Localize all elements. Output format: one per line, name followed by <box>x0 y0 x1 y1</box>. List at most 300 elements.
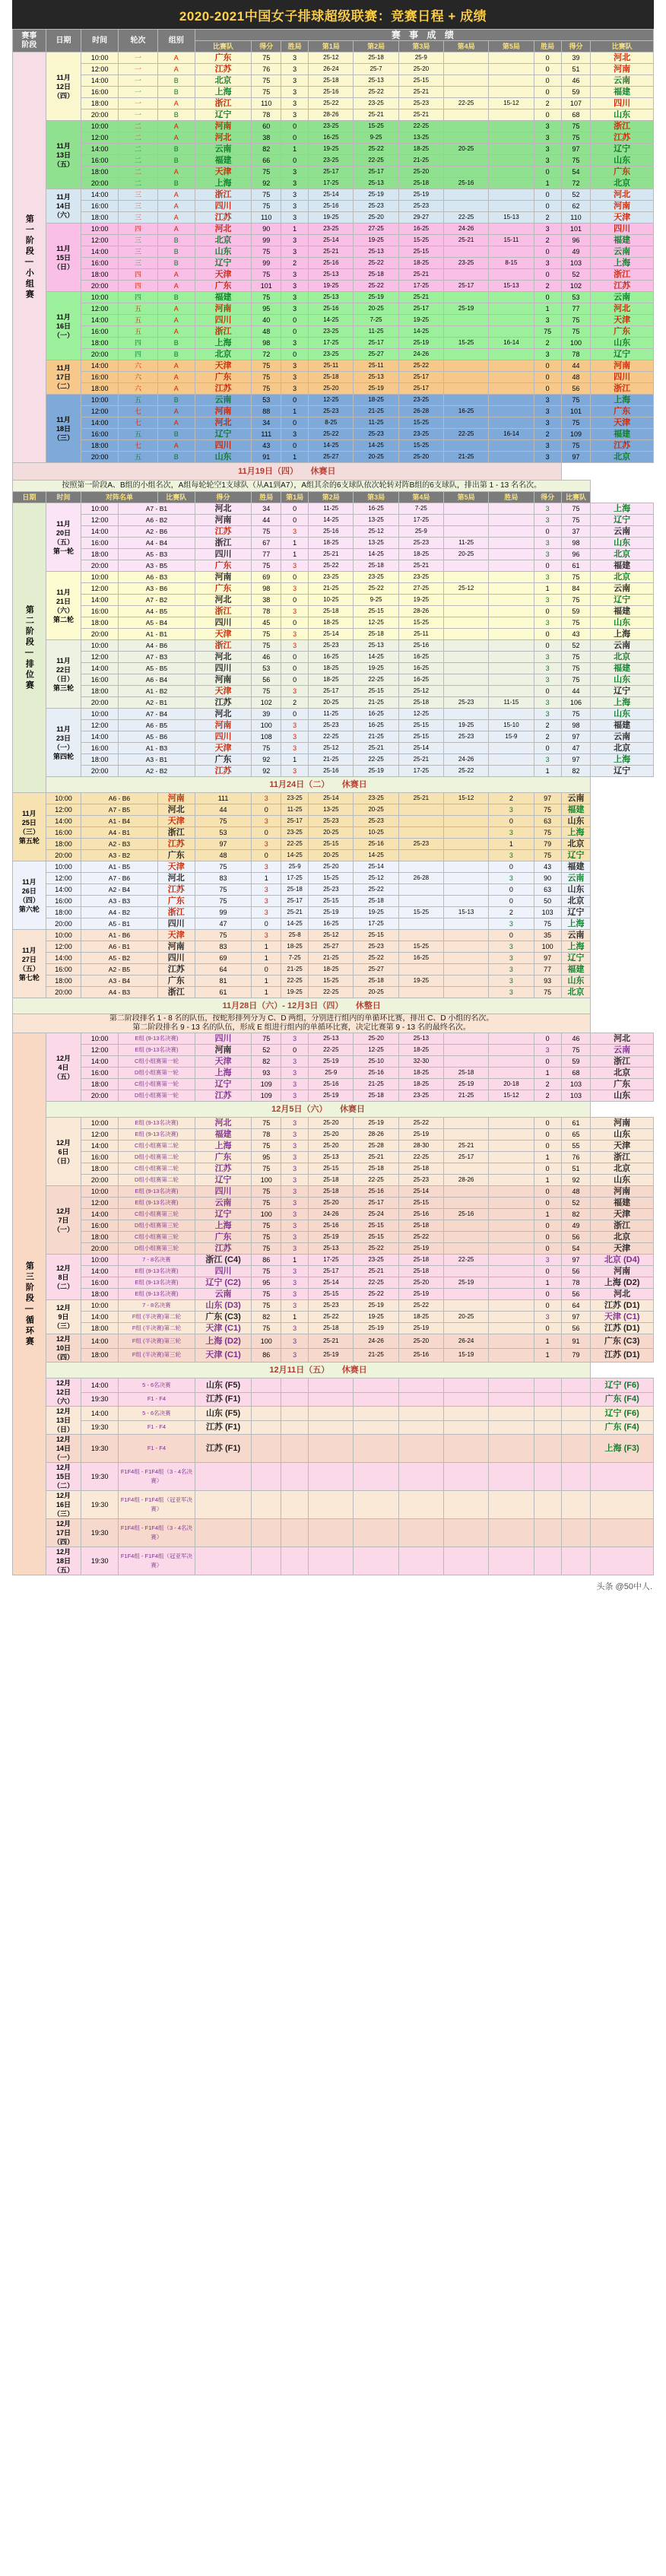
points-a: 97 <box>195 839 252 850</box>
team-b: 辽宁 <box>561 850 591 861</box>
set-5: 15-12 <box>489 1090 534 1102</box>
rest-day-label-2: 11月24日（二） 休赛日 <box>46 777 591 793</box>
set-5 <box>489 674 534 686</box>
round-cell: 三 <box>119 246 158 258</box>
lineup-cell: E组 (9-13名决赛) <box>119 1129 195 1140</box>
points-b: 39 <box>561 52 591 64</box>
set-3: 25-15 <box>398 731 443 743</box>
sets-a <box>281 1463 309 1491</box>
set-4 <box>444 109 489 121</box>
set-3: 25-17 <box>398 372 443 383</box>
set-1: 25-14 <box>309 235 354 246</box>
time-cell: 16:00 <box>81 1220 119 1232</box>
points-b: 91 <box>561 1334 591 1349</box>
set-5 <box>444 941 489 953</box>
sets-a: 3 <box>281 360 309 372</box>
team-b: 河北 <box>591 303 654 315</box>
set-3: 19-25 <box>398 595 443 606</box>
table-row <box>13 549 654 560</box>
team-a: 河南 <box>195 674 252 686</box>
sets-b: 3 <box>534 417 561 429</box>
set-1 <box>309 1392 354 1407</box>
sets-b: 0 <box>534 1163 561 1175</box>
set-1 <box>309 1378 354 1393</box>
points-a: 75 <box>252 52 281 64</box>
set-3: 20-25 <box>354 804 398 816</box>
lineup-cell: A7 - B6 <box>81 873 158 884</box>
col-set3: 第3局 <box>398 41 443 52</box>
lineup-cell: C组小组赛第二轮 <box>119 1140 195 1152</box>
set-1: 25-20 <box>309 1129 354 1140</box>
sets-a: 3 <box>281 212 309 224</box>
team-b: 福建 <box>591 606 654 617</box>
set-3: 15-25 <box>398 235 443 246</box>
team-a: 河南 <box>195 1045 252 1056</box>
set-4 <box>398 964 443 976</box>
set-2: 21-25 <box>354 1348 398 1363</box>
set-3: 20-25 <box>354 987 398 998</box>
sets-a: 3 <box>281 1334 309 1349</box>
lineup-cell: E组 (9-13名决赛) <box>119 1033 195 1045</box>
sets-b: 0 <box>534 52 561 64</box>
set-4 <box>444 515 489 526</box>
team-a: 河南 <box>157 941 195 953</box>
points-a: 93 <box>252 1068 281 1079</box>
set-3: 25-19 <box>398 1243 443 1255</box>
set-4: 26-28 <box>398 873 443 884</box>
date-cell: 12月 6日 （日） <box>46 1118 81 1186</box>
time-cell: 10:00 <box>81 121 119 132</box>
team-b: 河南 <box>591 1266 654 1277</box>
team-a: 上海 <box>195 1140 252 1152</box>
set-2: 13-25 <box>354 538 398 549</box>
team-b: 辽宁 (F6) <box>591 1378 654 1393</box>
sets-a: 3 <box>281 87 309 98</box>
team-a: 广东 <box>195 754 252 766</box>
set-2: 9-25 <box>354 132 398 144</box>
points-b: 75 <box>561 326 591 338</box>
sets-a: 0 <box>252 850 281 861</box>
set-3: 25-21 <box>398 87 443 98</box>
set-1: 23-25 <box>281 793 309 804</box>
set-3: 25-22 <box>398 1118 443 1129</box>
set-4: 25-16 <box>444 1209 489 1220</box>
points-a: 75 <box>252 1323 281 1334</box>
set-1: 25-22 <box>309 1312 354 1323</box>
table-row <box>13 964 654 976</box>
team-b: 云南 <box>591 75 654 87</box>
team-b: 福建 <box>561 964 591 976</box>
table-row <box>13 224 654 235</box>
team-a: 浙江 <box>195 538 252 549</box>
col-sets-b: 胜局 <box>534 41 561 52</box>
points-b: 51 <box>561 64 591 75</box>
set-2: 25-18 <box>354 1090 398 1102</box>
set-1: 22-25 <box>281 839 309 850</box>
set-3: 25-14 <box>398 1186 443 1198</box>
set-3: 25-21 <box>398 560 443 572</box>
set-3: 25-14 <box>354 861 398 873</box>
set-4 <box>444 606 489 617</box>
sets-a: 3 <box>281 1198 309 1209</box>
lineup-cell: F1 - F4 <box>119 1420 195 1435</box>
set-4: 25-17 <box>444 1152 489 1163</box>
set-2: 21-25 <box>354 1079 398 1090</box>
set-1: 25-21 <box>309 1334 354 1349</box>
set-3: 18-25 <box>398 549 443 560</box>
sets-a: 0 <box>281 709 309 720</box>
team-a <box>195 1547 252 1575</box>
set-1: 25-19 <box>309 1056 354 1068</box>
set-2: 25-14 <box>309 793 354 804</box>
set-4 <box>444 132 489 144</box>
col-points-b: 得分 <box>561 41 591 52</box>
points-a: 47 <box>195 918 252 930</box>
set-4 <box>444 572 489 583</box>
set-1: 25-23 <box>309 406 354 417</box>
team-a: 河北 <box>195 224 252 235</box>
set-3: 17-25 <box>354 918 398 930</box>
set-3: 25-27 <box>354 964 398 976</box>
set-1: 25-12 <box>309 743 354 754</box>
set-5: 20-18 <box>489 1079 534 1090</box>
set-4: 25-21 <box>398 793 443 804</box>
points-a: 64 <box>195 964 252 976</box>
set-2: 25-27 <box>309 941 354 953</box>
sets-a: 3 <box>281 560 309 572</box>
team-b: 北京 (D4) <box>591 1255 654 1266</box>
time-cell: 10:00 <box>81 503 119 515</box>
set-2: 25-21 <box>354 1152 398 1163</box>
sets-b: 3 <box>534 709 561 720</box>
team-a: 河南 <box>157 793 195 804</box>
team-a: 广东 <box>195 1152 252 1163</box>
team-b: 云南 <box>591 246 654 258</box>
team-a: 广东 (C3) <box>195 1312 252 1323</box>
points-b: 109 <box>561 429 591 440</box>
table-row <box>13 1232 654 1243</box>
round-cell: 七 <box>119 417 158 429</box>
set-4: 25-17 <box>444 281 489 292</box>
set-1: 25-17 <box>309 686 354 697</box>
points-b: 53 <box>561 292 591 303</box>
points-a: 77 <box>252 549 281 560</box>
team-a: 上海 <box>195 1068 252 1079</box>
sets-a <box>281 1392 309 1407</box>
table-row <box>13 873 654 884</box>
set-3: 25-19 <box>398 189 443 201</box>
sets-b: 0 <box>534 1232 561 1243</box>
lineup-cell: A5 - B1 <box>81 918 158 930</box>
team-b: 广东 <box>591 1079 654 1090</box>
lineup-cell: E组 (9-13名决赛) <box>119 1277 195 1289</box>
table-row <box>13 884 654 896</box>
set-4 <box>398 896 443 907</box>
team-b: 辽宁 <box>561 907 591 918</box>
team-a: 福建 <box>195 292 252 303</box>
sets-a: 0 <box>281 395 309 406</box>
set-2: 25-15 <box>309 896 354 907</box>
sets-b: 2 <box>534 281 561 292</box>
time-cell: 14:00 <box>81 1266 119 1277</box>
team-a: 四川 <box>195 201 252 212</box>
set-4 <box>444 1118 489 1129</box>
set-3: 25-19 <box>398 338 443 349</box>
points-b <box>561 1420 591 1435</box>
set-2: 18-25 <box>354 395 398 406</box>
sets-a <box>281 1420 309 1435</box>
table-row <box>13 338 654 349</box>
sets-a: 3 <box>281 1090 309 1102</box>
time-cell: 16:00 <box>46 827 81 839</box>
team-b: 山东 <box>591 538 654 549</box>
points-a: 75 <box>252 743 281 754</box>
set-2: 15-25 <box>309 873 354 884</box>
round-cell: 二 <box>119 155 158 167</box>
team-b: 辽宁 (F6) <box>591 1407 654 1421</box>
set-1: 23-25 <box>309 349 354 360</box>
lineup-cell: A6 - B4 <box>119 674 195 686</box>
sets-a: 3 <box>281 201 309 212</box>
sets-b <box>534 1519 561 1547</box>
points-a <box>252 1392 281 1407</box>
time-cell: 20:00 <box>46 918 81 930</box>
team-a: 浙江 <box>195 98 252 109</box>
time-cell: 16:00 <box>81 674 119 686</box>
set-3 <box>398 1491 443 1519</box>
time-cell: 19:30 <box>81 1491 119 1519</box>
team-b: 山东 <box>561 816 591 827</box>
points-b: 75 <box>561 617 591 629</box>
set-2: 24-26 <box>354 1334 398 1349</box>
table-row <box>13 326 654 338</box>
round-cell: 五 <box>119 395 158 406</box>
time-cell: 12:00 <box>81 1198 119 1209</box>
set-5 <box>489 1186 534 1198</box>
sets-a: 1 <box>252 976 281 987</box>
sets-a: 3 <box>281 686 309 697</box>
points-a: 60 <box>252 121 281 132</box>
set-2: 25-11 <box>354 360 398 372</box>
table-row <box>13 1435 654 1463</box>
team-b: 山东 <box>561 884 591 896</box>
set-1: 22-25 <box>281 976 309 987</box>
points-a: 99 <box>195 907 252 918</box>
points-b: 75 <box>561 417 591 429</box>
points-a: 69 <box>195 953 252 964</box>
set-5 <box>489 1277 534 1289</box>
date-cell: 11月 12日 （四） <box>46 52 81 121</box>
sets-b: 3 <box>489 964 534 976</box>
set-5 <box>489 1140 534 1152</box>
points-a <box>252 1547 281 1575</box>
lineup-cell: A1 - B2 <box>119 686 195 697</box>
set-1: 21-25 <box>309 583 354 595</box>
time-cell: 20:00 <box>81 766 119 777</box>
points-b: 77 <box>534 964 561 976</box>
set-2: 25-20 <box>354 1033 398 1045</box>
set-2: 16-25 <box>354 720 398 731</box>
points-a: 75 <box>252 1289 281 1300</box>
sets-b: 0 <box>534 87 561 98</box>
sets-b: 3 <box>534 1255 561 1266</box>
sets-a: 3 <box>281 640 309 652</box>
sets-a: 0 <box>281 674 309 686</box>
table-row <box>13 1407 654 1421</box>
table-row <box>13 572 654 583</box>
set-4 <box>444 349 489 360</box>
points-b: 75 <box>534 804 561 816</box>
table-row <box>13 1323 654 1334</box>
team-b: 北京 <box>561 896 591 907</box>
table-row <box>13 349 654 360</box>
set-3 <box>398 1392 443 1407</box>
team-b: 辽宁 <box>591 595 654 606</box>
set-5 <box>444 896 489 907</box>
set-2: 25-18 <box>354 52 398 64</box>
points-b: 72 <box>561 178 591 189</box>
time-cell: 16:00 <box>81 429 119 440</box>
team-a: 北京 <box>195 75 252 87</box>
set-1: 25-20 <box>309 383 354 395</box>
team-a: 河南 <box>195 303 252 315</box>
round-cell: 四 <box>119 349 158 360</box>
set-1: 14-25 <box>309 515 354 526</box>
time-cell: 16:00 <box>81 372 119 383</box>
team-a: 江苏 <box>157 964 195 976</box>
date-cell: 12月 15日 （二） <box>46 1463 81 1491</box>
time-cell: 20:00 <box>81 1243 119 1255</box>
group-cell: A <box>157 64 195 75</box>
points-a: 45 <box>252 617 281 629</box>
set-3: 23-25 <box>398 395 443 406</box>
table-row <box>13 292 654 303</box>
table-row <box>13 1420 654 1435</box>
table-row <box>13 918 654 930</box>
team-b: 浙江 <box>591 1220 654 1232</box>
table-row <box>13 1289 654 1300</box>
table-row <box>13 583 654 595</box>
points-a: 75 <box>252 383 281 395</box>
sets-b: 3 <box>534 349 561 360</box>
lineup-cell: A3 - B2 <box>81 850 158 861</box>
set-3: 25-11 <box>398 629 443 640</box>
date-cell: 11月 25日 （三） 第五轮 <box>13 793 46 861</box>
set-4 <box>444 1129 489 1140</box>
set-4 <box>398 884 443 896</box>
set-1: 23-25 <box>309 572 354 583</box>
sets-a: 1 <box>281 406 309 417</box>
lineup-cell: A4 - B2 <box>81 907 158 918</box>
sets-a: 3 <box>281 1220 309 1232</box>
set-2: 25-22 <box>354 583 398 595</box>
set-4 <box>398 827 443 839</box>
set-4: 25-12 <box>444 583 489 595</box>
lineup-cell: 5 - 6名决赛 <box>119 1407 195 1421</box>
set-2: 25-22 <box>354 144 398 155</box>
points-b: 103 <box>561 1090 591 1102</box>
set-2: 25-18 <box>354 629 398 640</box>
sets-b: 0 <box>534 640 561 652</box>
time-cell: 18:00 <box>81 1232 119 1243</box>
sets-b: 3 <box>534 452 561 463</box>
set-4 <box>444 1519 489 1547</box>
points-b: 63 <box>534 816 561 827</box>
points-a: 110 <box>252 212 281 224</box>
points-b: 52 <box>561 1198 591 1209</box>
lineup-cell: F组 (半决赛)第三轮 <box>119 1348 195 1363</box>
set-3: 25-15 <box>398 75 443 87</box>
points-b: 59 <box>561 606 591 617</box>
sets-b: 2 <box>534 235 561 246</box>
team-b: 北京 <box>561 839 591 850</box>
sets-a: 3 <box>281 583 309 595</box>
sets-b: 1 <box>534 583 561 595</box>
team-a: 江苏 (F1) <box>195 1392 252 1407</box>
team-a: 广东 <box>195 52 252 64</box>
sets-b: 3 <box>489 987 534 998</box>
sets-b: 0 <box>534 1118 561 1129</box>
points-a: 82 <box>252 144 281 155</box>
set-4: 22-25 <box>444 98 489 109</box>
points-b: 49 <box>561 246 591 258</box>
sets-b: 3 <box>534 515 561 526</box>
points-b: 98 <box>561 538 591 549</box>
set-3: 12-25 <box>398 709 443 720</box>
set-4 <box>444 560 489 572</box>
set-1: 14-25 <box>309 315 354 326</box>
team-a: 四川 <box>195 315 252 326</box>
set-3: 27-25 <box>398 583 443 595</box>
table-row <box>13 1152 654 1163</box>
date-cell: 11月 17日 （二） <box>46 360 81 395</box>
set-1: 25-16 <box>309 201 354 212</box>
points-a: 67 <box>252 538 281 549</box>
team-b: 四川 <box>591 372 654 383</box>
team-b: 天津 <box>591 212 654 224</box>
team-b: 山东 <box>561 976 591 987</box>
set-3: 23-25 <box>354 793 398 804</box>
table-row <box>13 109 654 121</box>
time-cell: 10:00 <box>81 572 119 583</box>
team-a <box>195 1491 252 1519</box>
team-b <box>591 1547 654 1575</box>
set-5 <box>489 303 534 315</box>
col-round: 轮次 <box>119 30 158 52</box>
set-2 <box>354 1420 398 1435</box>
lineup-cell: A4 - B5 <box>119 606 195 617</box>
set-4: 25-19 <box>444 1277 489 1289</box>
col-set2-2: 第2局 <box>309 492 354 503</box>
set-1: 25-22 <box>309 429 354 440</box>
time-cell: 19:30 <box>81 1392 119 1407</box>
set-1: 24-26 <box>309 1209 354 1220</box>
group-cell: B <box>157 395 195 406</box>
team-a: 河南 <box>195 121 252 132</box>
points-b: 46 <box>561 1033 591 1045</box>
table-row <box>13 1056 654 1068</box>
points-a: 75 <box>252 1232 281 1243</box>
team-a <box>195 1519 252 1547</box>
set-4 <box>398 804 443 816</box>
time-cell: 12:00 <box>46 804 81 816</box>
points-a: 69 <box>252 572 281 583</box>
set-5: 15-12 <box>489 98 534 109</box>
sets-b: 0 <box>534 167 561 178</box>
sets-a: 3 <box>281 303 309 315</box>
set-3: 25-22 <box>354 953 398 964</box>
set-2 <box>354 1407 398 1421</box>
